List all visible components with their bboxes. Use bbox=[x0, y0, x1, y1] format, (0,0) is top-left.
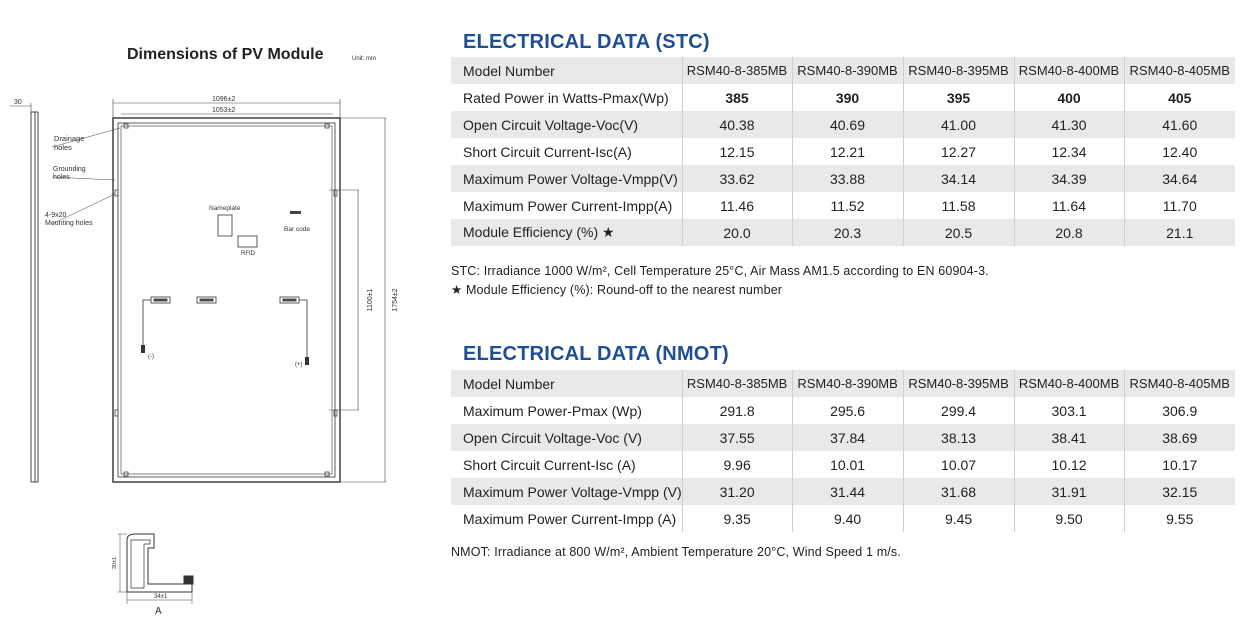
cell-value: 38.13 bbox=[903, 424, 1014, 451]
cell-value: 32.15 bbox=[1124, 478, 1235, 505]
cell-value: 9.55 bbox=[1166, 510, 1194, 527]
nmot-row-pmax bbox=[451, 397, 1235, 424]
cell-value: 9.35 bbox=[682, 505, 792, 532]
nmot-row-isc bbox=[451, 451, 1235, 478]
cell-value: 291.8 bbox=[682, 397, 792, 424]
section-label: A bbox=[155, 606, 162, 617]
nmot-header-label: Model Number bbox=[451, 370, 682, 397]
nmot-model: RSM40-8-400MB bbox=[1014, 370, 1124, 397]
cell-value: 41.00 bbox=[903, 111, 1014, 138]
stc-table bbox=[451, 57, 1235, 246]
stc-row-efficiency bbox=[451, 219, 1235, 246]
profile-height-label: 30±1 bbox=[112, 556, 118, 570]
stc-model: RSM40-8-385MB bbox=[682, 57, 792, 84]
row-label: Maximum Power Voltage-Vmpp(V) bbox=[451, 165, 682, 192]
row-label: Module Efficiency (%) ★ bbox=[451, 219, 682, 246]
cell-value: 385 bbox=[682, 84, 792, 111]
cell-value: 33.62 bbox=[682, 165, 792, 192]
cell-value: 37.55 bbox=[682, 424, 792, 451]
cell-value: 390 bbox=[792, 84, 903, 111]
stc-model: RSM40-8-400MB bbox=[1014, 57, 1124, 84]
efficiency-note: ★ Module Efficiency (%): Round-off to the nearest number bbox=[451, 283, 783, 297]
cell-value: 40.69 bbox=[792, 111, 903, 138]
row-label: Short Circuit Current-Isc(A) bbox=[451, 138, 682, 165]
cell-value: 41.30 bbox=[1014, 111, 1124, 138]
nmot-note: NMOT: Irradiance at 800 W/m², Ambient Temperature 20°C, Wind Speed 1 m/s. bbox=[451, 545, 901, 559]
cell-value: 34.39 bbox=[1014, 165, 1124, 192]
cell-value: 11.64 bbox=[1014, 192, 1124, 219]
cell-value: 20.3 bbox=[792, 219, 903, 246]
stc-header-row bbox=[451, 57, 1235, 84]
nmot-row-voc bbox=[451, 424, 1235, 451]
barcode-label: Bar code bbox=[284, 226, 311, 233]
cell-value: 12.40 bbox=[1162, 143, 1198, 160]
nmot-row-vmpp bbox=[451, 478, 1235, 505]
cell-value: 303.1 bbox=[1014, 397, 1124, 424]
cell-value: 12.34 bbox=[1014, 138, 1124, 165]
row-label: Maximum Power Voltage-Vmpp (V) bbox=[451, 478, 682, 505]
cell-value: 10.01 bbox=[792, 451, 903, 478]
height-outer-label: 1754±2 bbox=[392, 288, 399, 312]
cell-value: 38.69 bbox=[1124, 424, 1235, 451]
cell-value: 40.38 bbox=[682, 111, 792, 138]
row-label: Short Circuit Current-Isc (A) bbox=[451, 451, 682, 478]
row-label: Maximum Power-Pmax (Wp) bbox=[451, 397, 682, 424]
stc-row-voc bbox=[451, 111, 1235, 138]
profile-width-label: 34±1 bbox=[154, 594, 168, 600]
stc-row-vmpp bbox=[451, 165, 1235, 192]
stc-model: RSM40-8-395MB bbox=[903, 57, 1014, 84]
stc-model: RSM40-8-405MB bbox=[1124, 57, 1235, 84]
cell-value: 12.21 bbox=[792, 138, 903, 165]
cell-value: 12.27 bbox=[903, 138, 1014, 165]
nmot-model: RSM40-8-395MB bbox=[903, 370, 1014, 397]
drainage-label: Drainage holes bbox=[54, 134, 85, 152]
cell-value: 10.17 bbox=[1162, 456, 1198, 473]
height-inner-label: 1100±1 bbox=[367, 288, 374, 312]
stc-row-isc bbox=[451, 138, 1235, 165]
side-profile bbox=[10, 103, 38, 482]
width-inner-label: 1053±2 bbox=[212, 107, 236, 114]
cell-value: 10.07 bbox=[903, 451, 1014, 478]
row-label: Rated Power in Watts-Pmax(Wp) bbox=[451, 84, 682, 111]
cell-value: 299.4 bbox=[903, 397, 1014, 424]
cell-value: 33.88 bbox=[792, 165, 903, 192]
stc-model: RSM40-8-390MB bbox=[792, 57, 903, 84]
cell-value: 11.52 bbox=[792, 192, 903, 219]
cell-value: 34.64 bbox=[1124, 165, 1235, 192]
nmot-model: RSM40-8-405MB bbox=[1124, 370, 1235, 397]
stc-title: ELECTRICAL DATA (STC) bbox=[463, 31, 710, 53]
cell-value: 41.60 bbox=[1124, 111, 1235, 138]
cell-value: 31.91 bbox=[1014, 478, 1124, 505]
nameplate-label: Nameplate bbox=[209, 205, 241, 212]
row-label: Maximum Power Current-Impp(A) bbox=[451, 192, 682, 219]
nmot-model: RSM40-8-390MB bbox=[792, 370, 903, 397]
row-label: Open Circuit Voltage-Voc (V) bbox=[451, 424, 682, 451]
row-label: Open Circuit Voltage-Voc(V) bbox=[451, 111, 682, 138]
nmot-model: RSM40-8-385MB bbox=[682, 370, 792, 397]
cell-value: 405 bbox=[1168, 89, 1192, 106]
nmot-table bbox=[451, 370, 1235, 532]
cell-value: 11.46 bbox=[682, 192, 792, 219]
frame-profile bbox=[127, 534, 193, 592]
cell-value: 21.1 bbox=[1124, 219, 1235, 246]
nmot-row-impp bbox=[451, 505, 1235, 532]
cell-value: 10.12 bbox=[1014, 451, 1124, 478]
cell-value: 31.68 bbox=[903, 478, 1014, 505]
cell-value: 395 bbox=[903, 84, 1014, 111]
dimensions-title: Dimensions of PV Module bbox=[127, 46, 324, 63]
cell-value: 38.41 bbox=[1014, 424, 1124, 451]
cell-value: 9.45 bbox=[903, 505, 1014, 532]
cell-value: 11.70 bbox=[1162, 197, 1197, 214]
rfid-label: RFID bbox=[241, 251, 255, 257]
dimensions-unit: Unit: mm bbox=[352, 56, 376, 62]
cell-value: 34.14 bbox=[903, 165, 1014, 192]
positive-label: (+) bbox=[295, 362, 303, 368]
cell-value: 20.8 bbox=[1014, 219, 1124, 246]
module-drawing bbox=[0, 0, 440, 618]
stc-note: STC: Irradiance 1000 W/m², Cell Temperature 25°C, Air Mass AM1.5 according to EN 60904-3. bbox=[451, 264, 989, 278]
cell-value: 9.96 bbox=[682, 451, 792, 478]
frame-depth-label: 30 bbox=[14, 99, 22, 106]
cell-value: 400 bbox=[1014, 84, 1124, 111]
stc-header-label: Model Number bbox=[451, 57, 682, 84]
cell-value: 20.5 bbox=[903, 219, 1014, 246]
cell-value: 306.9 bbox=[1162, 402, 1198, 419]
cell-value: 9.40 bbox=[792, 505, 903, 532]
cell-value: 12.15 bbox=[682, 138, 792, 165]
cell-value: 11.58 bbox=[903, 192, 1014, 219]
stc-row-impp bbox=[451, 192, 1235, 219]
nmot-header-row bbox=[451, 370, 1235, 397]
cell-value: 9.50 bbox=[1014, 505, 1124, 532]
cell-value: 37.84 bbox=[792, 424, 903, 451]
cell-value: 295.6 bbox=[792, 397, 903, 424]
grounding-label: Grounding holes bbox=[53, 166, 86, 181]
cell-value: 31.44 bbox=[792, 478, 903, 505]
cell-value: 31.20 bbox=[682, 478, 792, 505]
mounting-label: 4-9x20 Mounting holes bbox=[45, 212, 93, 227]
nmot-title: ELECTRICAL DATA (NMOT) bbox=[463, 343, 729, 365]
row-label: Maximum Power Current-Impp (A) bbox=[451, 505, 682, 532]
negative-label: (-) bbox=[148, 354, 154, 360]
stc-row-pmax bbox=[451, 84, 1235, 111]
width-outer-label: 1096±2 bbox=[212, 96, 236, 103]
cell-value: 20.0 bbox=[682, 219, 792, 246]
